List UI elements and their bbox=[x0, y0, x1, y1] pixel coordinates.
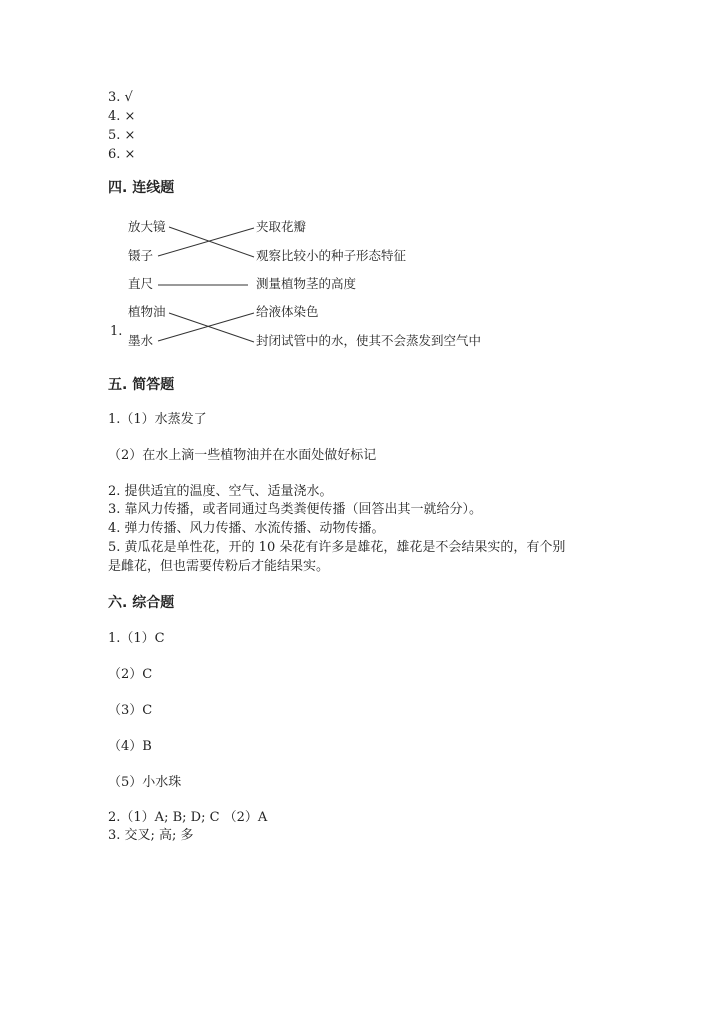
match-right-2: 观察比较小的种子形态特征 bbox=[256, 248, 407, 263]
match-left-3: 直尺 bbox=[128, 276, 154, 291]
match-left-2: 镊子 bbox=[128, 248, 154, 263]
match-left-1: 放大镜 bbox=[128, 219, 166, 234]
answer-5-1b: （2）在水上滴一些植物油并在水面处做好标记 bbox=[108, 448, 377, 463]
answer-5-5b: 是雌花，但也需要传粉后才能结果实。 bbox=[108, 559, 330, 574]
answer-6-1-2: （2）C bbox=[108, 667, 153, 682]
match-right-4: 给液体染色 bbox=[256, 304, 319, 319]
answer-6-1-4: （4）B bbox=[108, 739, 152, 754]
judge-answer-4: 4. × bbox=[108, 109, 136, 124]
judge-answer-3: 3. √ bbox=[108, 90, 133, 105]
match-question-number: 1. bbox=[110, 324, 123, 339]
answer-6-1-5: （5）小水珠 bbox=[108, 775, 182, 790]
match-left-4: 植物油 bbox=[128, 304, 166, 319]
answer-5-3: 3. 靠风力传播，或者同通过鸟类粪便传播（回答出其一就给分）。 bbox=[108, 502, 483, 517]
judge-answer-5: 5. × bbox=[108, 128, 136, 143]
match-right-5: 封闭试管中的水，使其不会蒸发到空气中 bbox=[256, 333, 482, 348]
answer-6-3: 3. 交叉; 高; 多 bbox=[108, 828, 194, 843]
section-5-title: 五. 简答题 bbox=[108, 377, 175, 393]
answer-6-1-3: （3）C bbox=[108, 703, 153, 718]
section-6-title: 六. 综合题 bbox=[108, 595, 175, 611]
section-4-title: 四. 连线题 bbox=[108, 180, 175, 196]
match-right-3: 测量植物茎的高度 bbox=[256, 276, 357, 291]
answer-6-1-1: 1.（1）C bbox=[108, 631, 165, 646]
match-line-4 bbox=[169, 313, 254, 342]
answer-5-5a: 5. 黄瓜花是单性花，开的 10 朵花有许多是雄花，雄花是不会结果实的，有个别 bbox=[108, 540, 566, 555]
answer-5-1a: 1.（1）水蒸发了 bbox=[108, 412, 207, 427]
judge-answer-6: 6. × bbox=[108, 147, 136, 162]
answer-6-2: 2.（1）A; B; D; C （2）A bbox=[108, 810, 268, 825]
match-left-5: 墨水 bbox=[128, 333, 154, 348]
answer-5-2: 2. 提供适宜的温度、空气、适量浇水。 bbox=[108, 484, 333, 499]
answer-5-4: 4. 弹力传播、风力传播、水流传播、动物传播。 bbox=[108, 521, 385, 536]
match-right-1: 夹取花瓣 bbox=[256, 219, 307, 234]
